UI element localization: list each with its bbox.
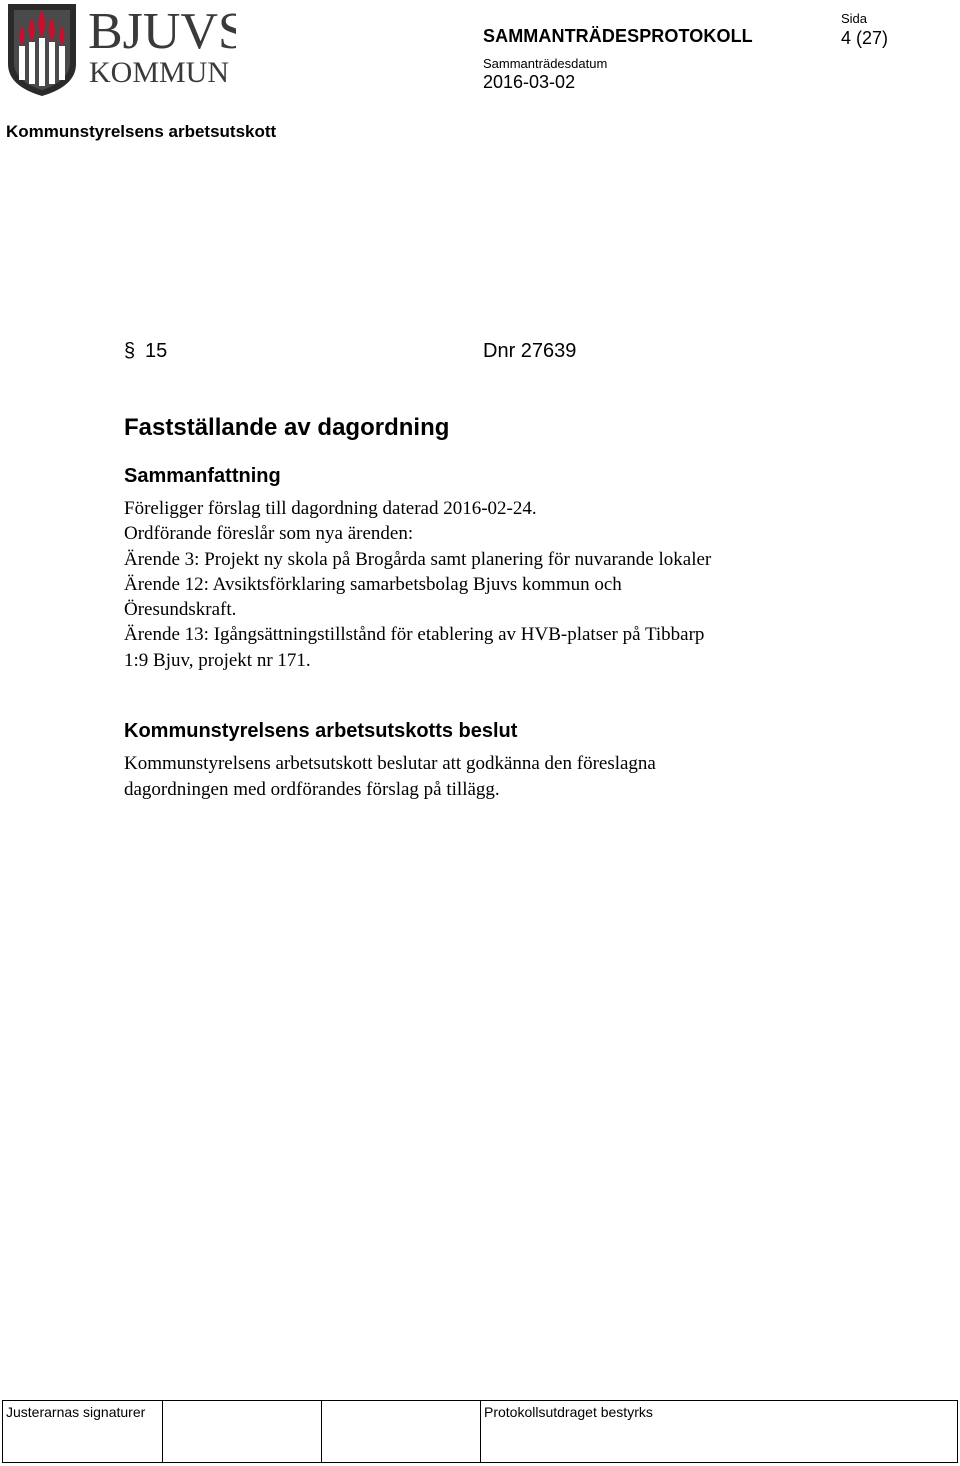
meeting-date-label: Sammanträdesdatum [483,56,608,71]
summary-line: 1:9 Bjuv, projekt nr 171. [124,649,311,671]
case-title: Fastställande av dagordning [124,414,450,441]
section-number: 15 [145,340,168,362]
summary-line: Föreligger förslag till dagordning daterad 2016-02-24. [124,498,537,519]
summary-text [124,496,824,673]
page-number: 4 (27) [841,28,889,48]
summary-line: Öresundskraft. [124,599,237,621]
summary-line: Ärende 12: Avsiktsförklaring samarbetsbolag Bjuvs kommun och [124,573,622,595]
signature-cell [3,1401,163,1462]
meeting-date-value: 2016-03-02 [483,72,576,92]
summary-line: Ärende 3: Projekt ny skola på Brogårda samt planering för nuvarande lokaler [124,548,712,570]
municipality-logo [6,2,236,98]
summary-line: Ärende 13: Igångsättningstillstånd för etablering av HVB-platser på Tibbarp [124,624,705,646]
certified-label: Protokollsutdraget bestyrks [484,1404,653,1420]
decision-line: Kommunstyrelsens arbetsutskott beslutar att godkänna den föreslagna [124,753,656,774]
signature-table [2,1400,958,1463]
decision-text [124,751,824,802]
signature-cell [163,1401,322,1462]
bjuv-coat-of-arms-icon [6,2,236,98]
summary-heading: Sammanfattning [124,465,281,487]
svg-text:KOMMUN: KOMMUN [89,56,230,89]
committee-name: Kommunstyrelsens arbetsutskott [6,122,277,141]
decision-heading: Kommunstyrelsens arbetsutskotts beslut [124,720,518,742]
registration-number: Dnr 27639 [483,340,577,362]
section-symbol: § [124,340,136,362]
page-label: Sida [841,11,868,26]
signature-cell [322,1401,481,1462]
decision-line: dagordningen med ordförandes förslag på tillägg. [124,778,500,800]
certification-cell [481,1401,957,1462]
signatures-label: Justerarnas signaturer [6,1404,146,1420]
document-type: SAMMANTRÄDESPROTOKOLL [483,26,753,46]
svg-text:BJUVS: BJUVS [88,3,236,60]
summary-line: Ordförande föreslår som nya ärenden: [124,523,414,545]
